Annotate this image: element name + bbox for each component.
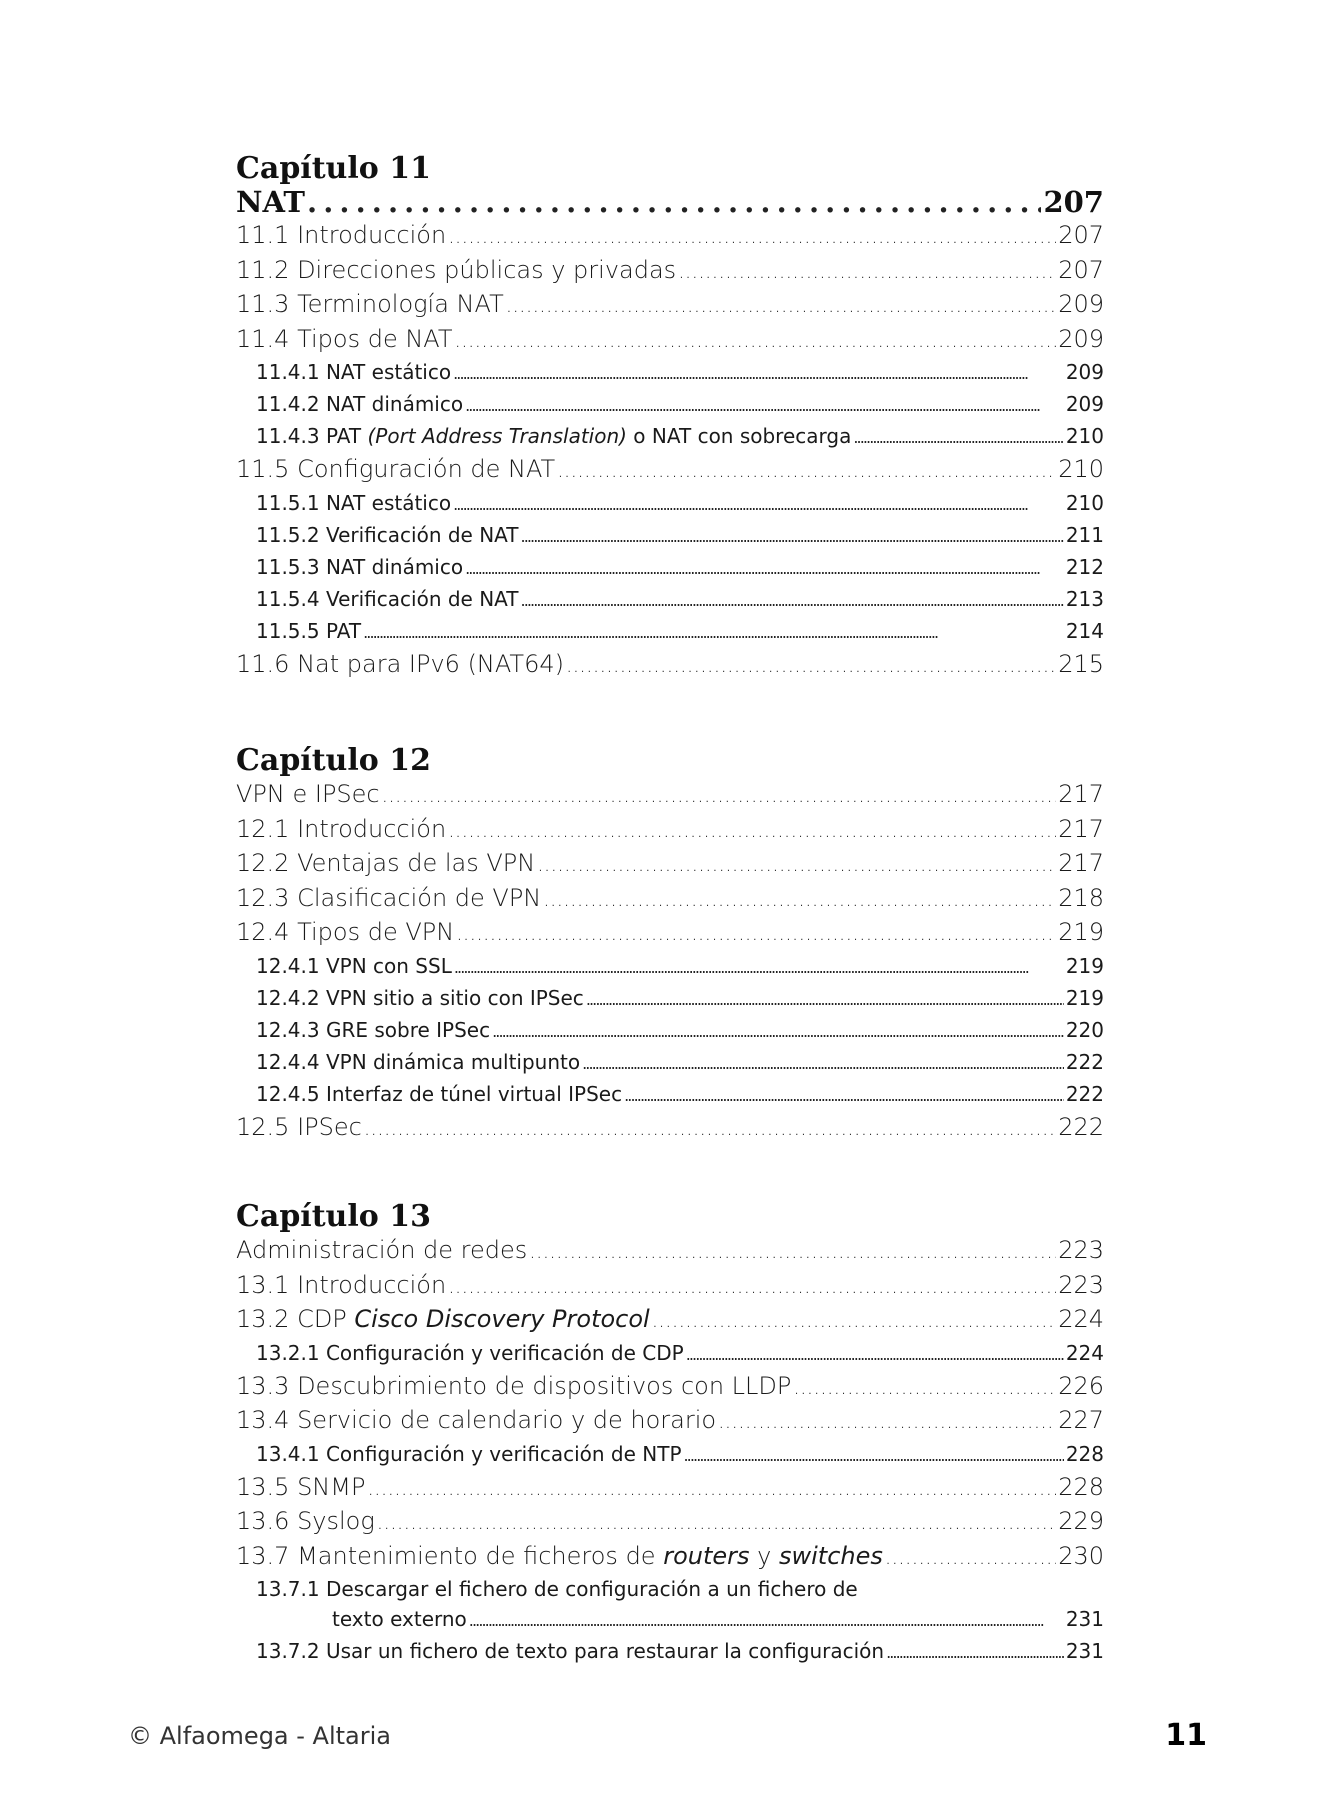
dot-leader — [582, 1047, 1064, 1079]
entry-label: 13.2.1 Configuración y verificación de CDP — [256, 1340, 684, 1365]
entry-label: 12.4.2 VPN sitio a sitio con IPSec — [256, 985, 584, 1010]
toc-subentry — [236, 357, 1104, 389]
toc-subentry — [236, 1047, 1104, 1079]
toc-entry — [236, 882, 1104, 917]
entry-page: 209 — [1058, 290, 1104, 318]
toc-entry-chapter-title — [236, 1234, 1104, 1269]
entry-label: 12.4.5 Interfaz de túnel virtual IPSec — [256, 1081, 623, 1106]
footer-copyright: © Alfaomega - Altaria — [128, 1722, 392, 1750]
toc-entry — [236, 648, 1104, 683]
dot-leader — [453, 488, 1064, 520]
entry-label: 12.4.1 VPN con SSL — [256, 953, 452, 978]
entry-label: 11.5.3 NAT dinámico — [256, 554, 464, 579]
label-part: 13.7 Mantenimiento de ficheros de — [236, 1541, 664, 1570]
entry-label: 11.6 Nat para IPv6 (NAT64) — [236, 649, 564, 678]
label-part: 11.4.3 PAT — [256, 424, 368, 448]
entry-label: VPN e IPSec — [236, 780, 380, 808]
toc-subentry — [236, 983, 1104, 1015]
chapter-heading: Capítulo 12 — [236, 743, 431, 778]
entry-label: 13.5 SNMP — [236, 1472, 366, 1501]
entry-label: 11.5 Configuración de NAT — [236, 455, 556, 483]
label-italic: routers — [663, 1541, 750, 1570]
toc-entry — [236, 1540, 1104, 1575]
label-italic: Cisco Discovery Protocol — [354, 1305, 650, 1333]
dot-leader — [678, 254, 1056, 289]
label-italic: (Port Address Translation) — [367, 424, 627, 448]
toc-subentry — [236, 1604, 1104, 1636]
entry-label: 13.4 Servicio de calendario y de horario — [236, 1406, 717, 1434]
dot-leader — [793, 1370, 1056, 1405]
toc-subentry — [236, 389, 1104, 421]
toc-subentry — [236, 1079, 1104, 1111]
entry-page: 217 — [1058, 814, 1104, 843]
toc-entry — [236, 1303, 1104, 1338]
entry-label: 12.5 IPSec — [236, 1112, 362, 1141]
dot-leader — [652, 1303, 1056, 1338]
entry-page: 224 — [1065, 1340, 1104, 1365]
toc-subentry — [236, 1015, 1104, 1047]
dot-leader — [537, 847, 1056, 882]
entry-label: 11.5.1 NAT estático — [256, 490, 452, 515]
dot-leader — [543, 882, 1056, 917]
toc-subentry — [236, 488, 1104, 520]
entry-label: NAT — [236, 185, 306, 219]
entry-label: 11.4 Tipos de NAT — [236, 324, 453, 353]
toc-entry — [236, 1505, 1104, 1540]
toc-entry — [236, 323, 1104, 358]
entry-label: 12.2 Ventajas de las VPN — [236, 849, 536, 877]
toc-entry — [236, 219, 1104, 254]
dot-leader — [382, 778, 1057, 813]
dot-leader — [363, 616, 1064, 648]
entry-page: 210 — [1058, 455, 1104, 483]
dot-leader — [448, 813, 1056, 848]
entry-page: 226 — [1058, 1371, 1104, 1400]
toc-entry — [236, 1404, 1104, 1439]
toc-entry — [236, 288, 1104, 323]
chapter-13-section — [236, 1200, 1104, 1668]
entry-page: 210 — [1065, 424, 1104, 448]
dot-leader — [557, 453, 1056, 488]
dot-leader — [448, 219, 1056, 254]
entry-page: 223 — [1058, 1236, 1104, 1264]
toc-subentry-first-line: 13.7.1 Descargar el fichero de configuración a un fichero de — [256, 1577, 858, 1601]
entry-page: 219 — [1058, 918, 1104, 946]
entry-label: 12.1 Introducción — [236, 814, 447, 843]
toc-entry — [236, 1370, 1104, 1405]
label-part: 13.2 CDP — [236, 1305, 355, 1333]
toc-subentry — [236, 1636, 1104, 1668]
entry-page: 210 — [1065, 490, 1104, 515]
entry-page: 219 — [1065, 953, 1104, 978]
label-part: o NAT con sobrecarga — [626, 424, 852, 448]
toc-entry — [236, 1471, 1104, 1506]
toc-entry — [236, 813, 1104, 848]
entry-label: 13.1 Introducción — [236, 1270, 447, 1299]
dot-leader — [454, 951, 1064, 983]
dot-leader — [624, 1079, 1064, 1111]
dot-leader — [469, 1604, 1064, 1636]
dot-leader — [448, 1269, 1056, 1304]
dot-leader — [367, 1471, 1056, 1506]
entry-page: 222 — [1065, 1049, 1104, 1074]
toc-entry — [236, 1111, 1104, 1146]
entry-page: 207 — [1043, 185, 1104, 219]
toc-subentry — [236, 616, 1104, 648]
dot-leader — [686, 1338, 1064, 1370]
chapter-heading: Capítulo 13 — [236, 1199, 431, 1234]
entry-page: 231 — [1065, 1607, 1104, 1631]
entry-page: 209 — [1065, 360, 1104, 384]
entry-page: 227 — [1058, 1406, 1104, 1434]
dot-leader — [465, 552, 1064, 584]
toc-subentry — [236, 520, 1104, 552]
dot-leader — [853, 421, 1063, 453]
entry-page: 228 — [1058, 1472, 1104, 1501]
toc-entry — [236, 1269, 1104, 1304]
entry-label: 11.3 Terminología NAT — [236, 290, 504, 318]
entry-label: 11.4.2 NAT dinámico — [256, 392, 464, 416]
entry-page: 222 — [1058, 1112, 1104, 1141]
entry-label — [236, 1540, 883, 1574]
entry-page: 223 — [1058, 1270, 1104, 1299]
toc-entry-chapter-title — [236, 186, 1104, 219]
dot-leader — [684, 1439, 1064, 1471]
dot-leader — [465, 389, 1064, 421]
entry-label: 12.3 Clasificación de VPN — [236, 883, 542, 912]
entry-page: 217 — [1058, 780, 1104, 808]
entry-page: 211 — [1065, 522, 1104, 547]
entry-label: 12.4.4 VPN dinámica multipunto — [256, 1049, 581, 1074]
dot-leader — [456, 916, 1056, 951]
entry-page: 228 — [1065, 1441, 1104, 1466]
chapter-11-section — [236, 152, 1104, 682]
toc-subentry — [236, 1338, 1104, 1370]
entry-page: 231 — [1065, 1639, 1104, 1663]
entry-label — [236, 1303, 650, 1337]
entry-page: 215 — [1058, 649, 1104, 678]
entry-page: 207 — [1058, 255, 1104, 284]
entry-label: 12.4.3 GRE sobre IPSec — [256, 1017, 491, 1042]
entry-page: 207 — [1058, 221, 1104, 249]
entry-label: 11.4.1 NAT estático — [256, 360, 452, 384]
toc-entry — [236, 847, 1104, 882]
toc-subentry — [236, 584, 1104, 616]
toc-entry — [236, 254, 1104, 289]
dot-leader — [492, 1015, 1064, 1047]
toc-subentry — [236, 1439, 1104, 1471]
dot-leader — [885, 1540, 1056, 1575]
entry-page: 219 — [1065, 985, 1104, 1010]
dot-leader — [566, 648, 1056, 683]
dot-leader — [364, 1111, 1056, 1146]
chapter-heading: Capítulo 11 — [236, 151, 431, 186]
dot-leader — [886, 1636, 1064, 1668]
entry-page: 217 — [1058, 849, 1104, 877]
dot-leader — [586, 983, 1064, 1015]
entry-page: 224 — [1058, 1305, 1104, 1333]
chapter-12-section — [236, 744, 1104, 1145]
entry-label: 13.6 Syslog — [236, 1507, 375, 1535]
entry-page: 209 — [1065, 392, 1104, 416]
entry-label: Administración de redes — [236, 1236, 528, 1264]
entry-page: 230 — [1058, 1541, 1104, 1570]
entry-label: 11.5.2 Verificación de NAT — [256, 522, 519, 547]
entry-label: 11.1 Introducción — [236, 221, 447, 249]
toc-subentry — [236, 951, 1104, 983]
entry-label: 11.5.5 PAT — [256, 618, 362, 643]
entry-label: 13.3 Descubrimiento de dispositivos con LLDP — [236, 1371, 792, 1400]
entry-page: 213 — [1065, 586, 1104, 611]
dot-leader — [455, 323, 1057, 358]
entry-page: 218 — [1058, 883, 1104, 912]
toc-entry — [236, 453, 1104, 488]
dot-leader — [307, 186, 1041, 219]
entry-page: 209 — [1058, 324, 1104, 353]
entry-label: 13.7.2 Usar un fichero de texto para restaurar la configuración — [256, 1639, 885, 1663]
label-italic: switches — [778, 1541, 883, 1570]
dot-leader — [718, 1404, 1056, 1439]
dot-leader — [506, 288, 1056, 323]
toc-subentry — [236, 552, 1104, 584]
dot-leader — [377, 1505, 1056, 1540]
toc-entry-chapter-title — [236, 778, 1104, 813]
entry-page: 229 — [1058, 1507, 1104, 1535]
entry-label: 11.5.4 Verificación de NAT — [256, 586, 519, 611]
entry-label: 11.2 Direcciones públicas y privadas — [236, 255, 677, 284]
entry-page: 214 — [1065, 618, 1104, 643]
entry-label: 13.4.1 Configuración y verificación de NTP — [256, 1441, 682, 1466]
dot-leader — [521, 520, 1064, 552]
entry-page: 222 — [1065, 1081, 1104, 1106]
dot-leader — [453, 357, 1064, 389]
dot-leader — [521, 584, 1064, 616]
entry-page: 212 — [1065, 554, 1104, 579]
entry-label: 12.4 Tipos de VPN — [236, 918, 455, 946]
entry-label — [256, 421, 851, 451]
entry-page: 220 — [1065, 1017, 1104, 1042]
entry-label: texto externo — [332, 1607, 467, 1631]
toc-subentry — [236, 421, 1104, 453]
dot-leader — [529, 1234, 1056, 1269]
toc-entry — [236, 916, 1104, 951]
footer-page-number: 11 — [1165, 1718, 1207, 1753]
label-part: y — [749, 1541, 779, 1570]
